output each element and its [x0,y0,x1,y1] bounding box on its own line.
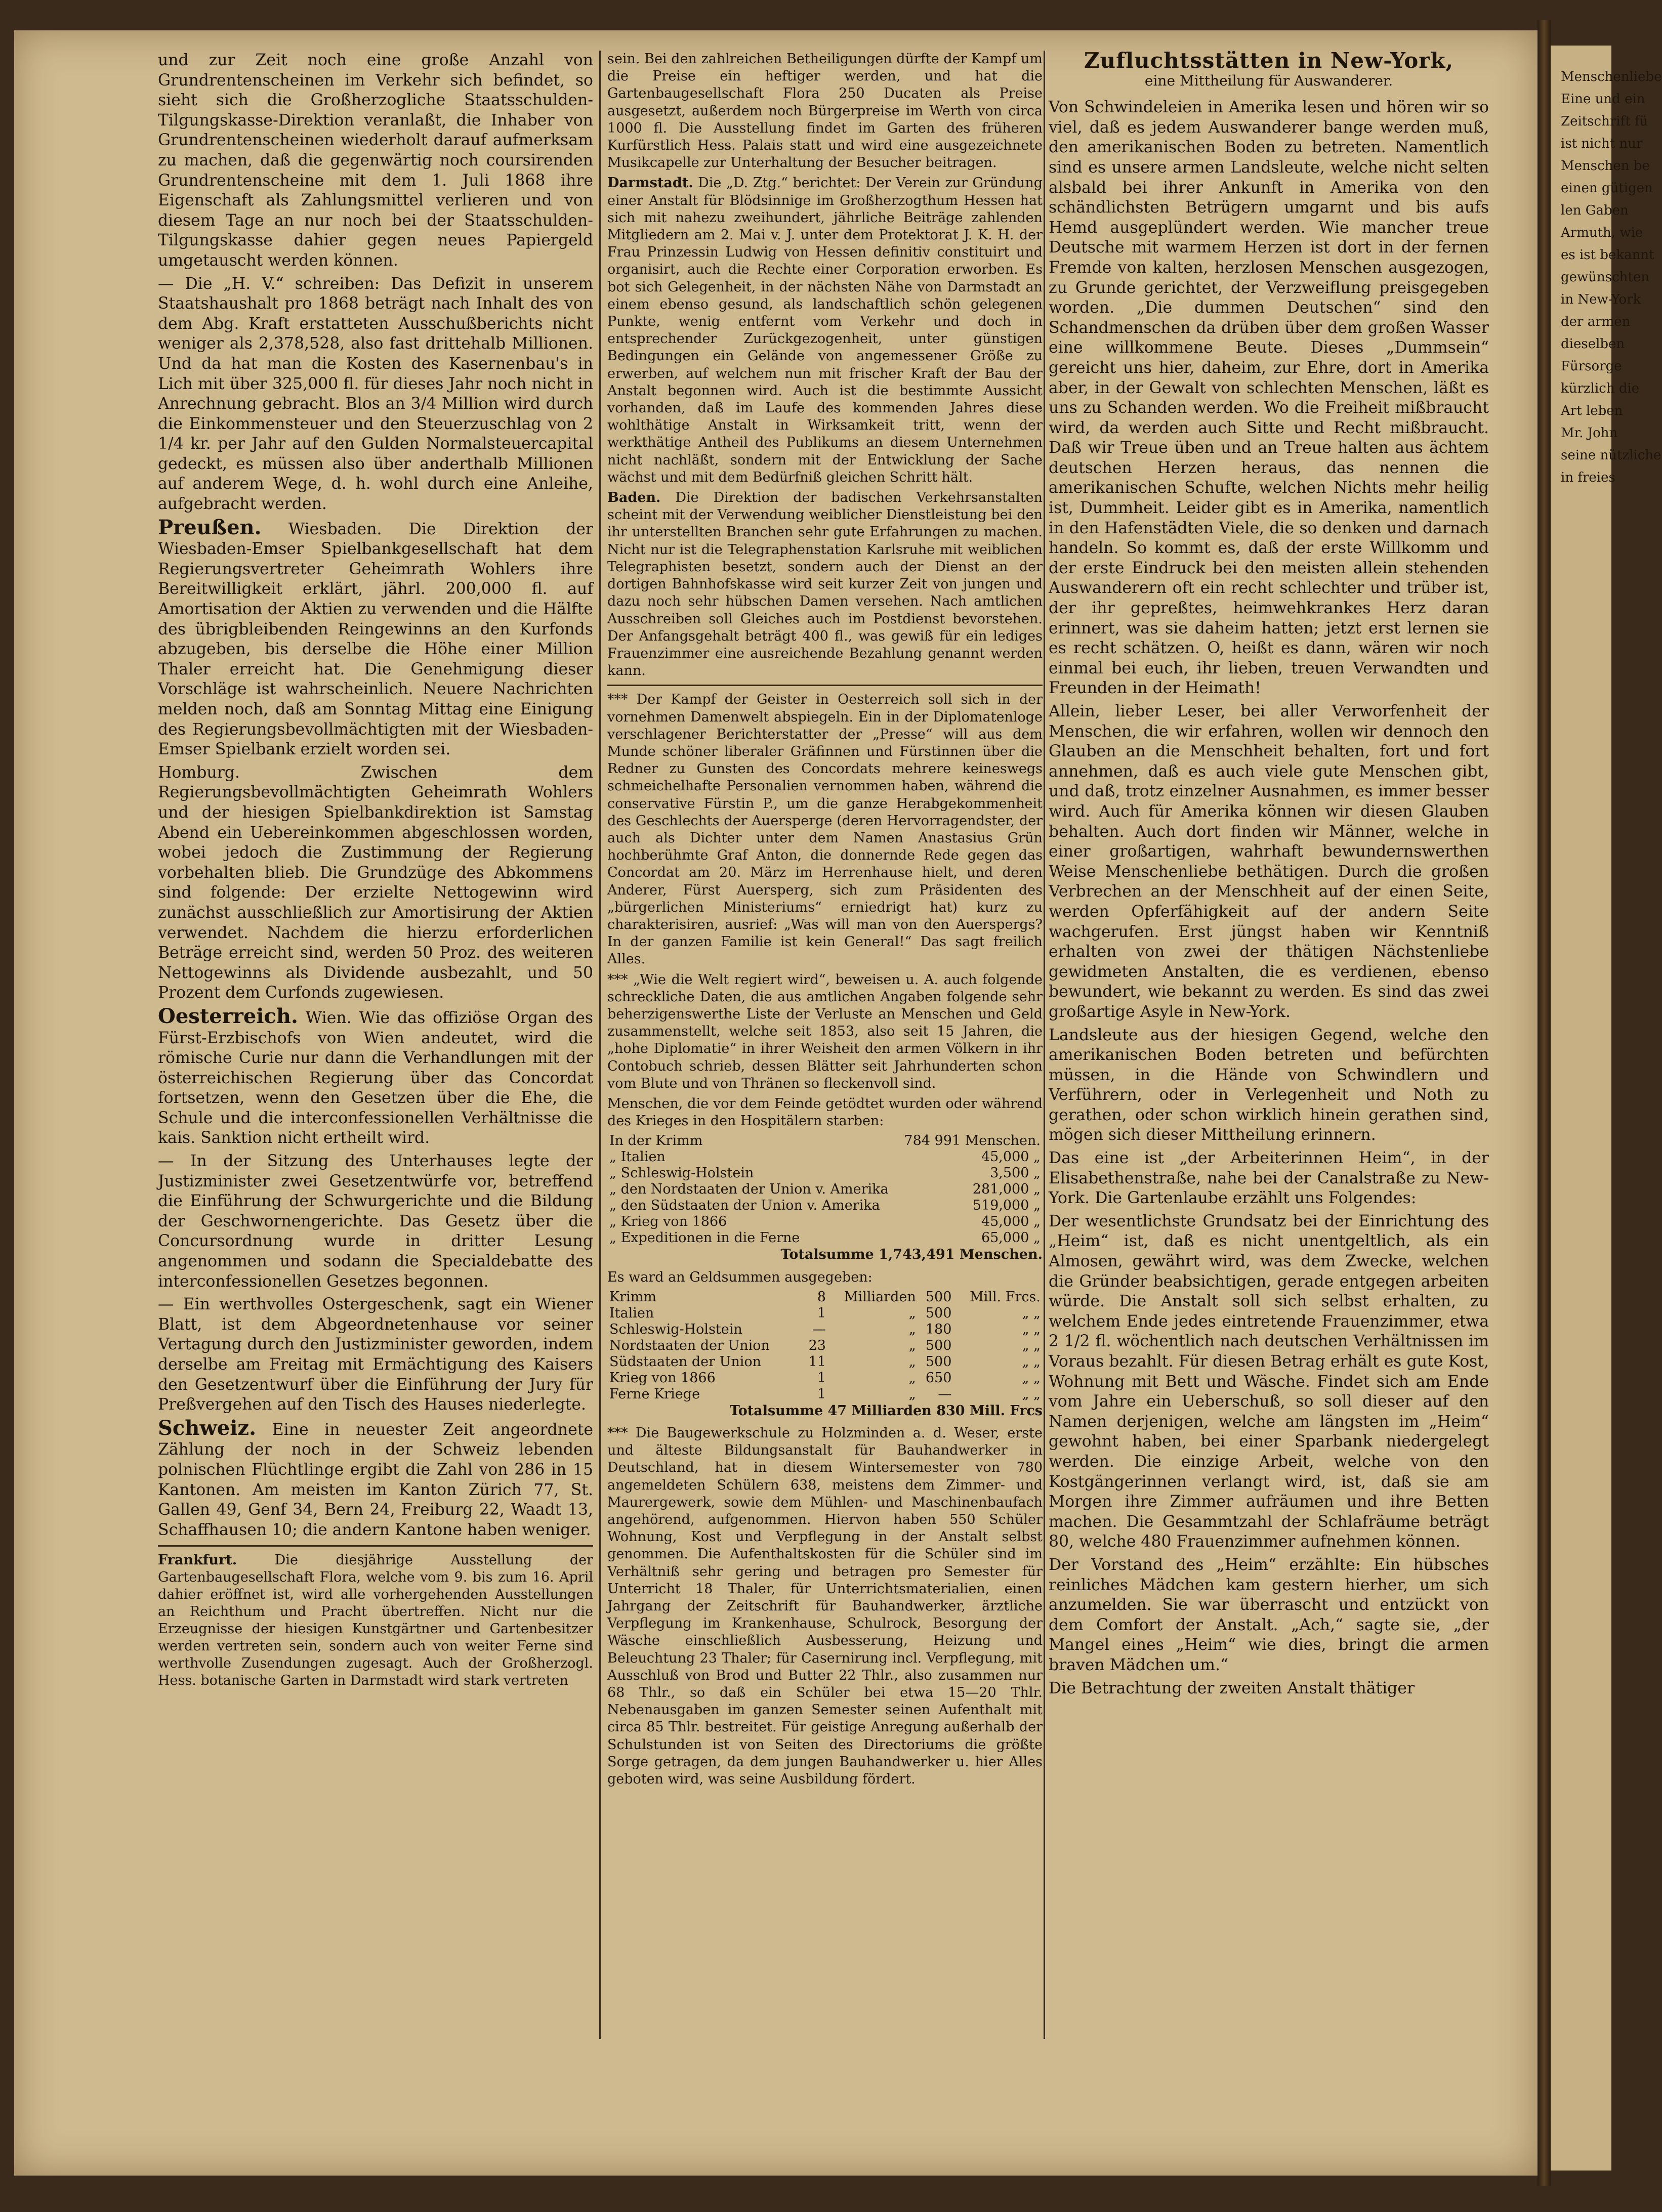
section-head-preussen: Preußen. [158,515,262,539]
row-value: 281,000 „ [972,1181,1041,1198]
table-row [607,1133,1043,1149]
margin-line: Fürsorge [1561,359,1622,374]
row-label: „ den Südstaaten der Union v. Amerika [609,1198,880,1214]
margin-line: kürzlich die [1561,381,1640,396]
table-cell: 23 [808,1337,826,1353]
margin-line: Menschenliebe [1561,69,1662,84]
table-cell: 650 [925,1370,952,1386]
row-label: „ Expeditionen in die Ferne [609,1230,800,1246]
article-welt: *** „Wie die Welt regiert wird“, beweisen u. A. auch folgende schreckliche Daten, die aus amtlichen Angaben folgende sehr beherzigenswerthe Liste der Verluste an Menschen und Geld zusammenstellt, welche seit 1853, also seit 15 Jahren, die „hohe Diplomatie“ in ihrer Weisheit den armen Völkern in ihr Contobuch schrieb, dessen Blätter seit Jahrhunderten schon vom Blute und von Thränen so fleckenvoll sind. [607,971,1043,1091]
article-homburg: Homburg. Zwischen dem Regierungsbevollmächtigten Geheimrath Wohlers und der hiesigen Spielbankdirektion ist Samstag Abend ein Uebereinkommen abgeschlossen worden, wobei jedoch die Zustimmung der Regierung vorbehalten blieb. Die Grundzüge des Abkommens sind folgende: Der erzielte Nettogewinn wird zunächst ausschließlich zur Amortisirung der Aktien verwendet. Nachdem die hierzu erforderlichen Beträge erreicht sind, werden 50 Proz. des weiteren Nettogewinns als Dividende ausbezahlt, und 50 Prozent dem Curfonds zugewiesen. [158,763,593,1002]
table-cell: „ [908,1321,916,1337]
table-row [607,1181,1043,1198]
table-row [607,1165,1043,1181]
margin-line: Armuth, wie [1561,225,1643,240]
article-text: Eine in neuester Zeit angeordnete Zählung der noch in der Schweiz lebenden polnischen Flüchtlinge ergibt die Zahl von 286 in 15 Kantonen. Am meisten im Kanton Zürich 77, St. Gallen 49, Genf 34, Bern 24, Freiburg 22, Waadt 13, Schaffhausen 10; die andern Kantone haben weniger. [158,1420,594,1539]
article-geister: *** Der Kampf der Geister in Oesterreich soll sich in der vornehmen Damenwelt abspiegeln. Ein in der Diplomatenloge verschlagener Berichterstatter der „Presse“ will aus dem Munde schöner liberaler Gräfinnen und Fürstinnen über die Redner zu Gunsten des Concordats mehrere keineswegs schmeichelhafte Personalien vernommen haben, während die conservative Fürstin P., um die ganze Herabgekommenheit des Geschlechts der Auersperge (deren Hervorragendster, der auch als Dichter unter dem Namen Anastasius Grün hochberühmte Graf Anton, die donnernde Rede gegen das Concordat am 20. März im Herrenhause hielt, und deren Anderer, Fürst Auersperg, sich zum Präsidenten des „bürgerlichen Ministeriums“ erniedrigt hat) kurz zu charakterisiren, ausrief: „Was will man von den Auerspergs? In der ganzen Familie ist kein General!“ Das sagt freilich Alles. [607,692,1043,967]
row-value: 45,000 „ [981,1149,1041,1165]
article-text: Die Direktion der badischen Verkehrsanstalten scheint mit der Verwendung weiblicher Dienstleistung bei den ihr unterstellten Branchen sehr gute Erfahrungen zu machen. Nicht nur ist die Telegraphenstation Karlsruhe mit weiblichen Telegraphisten besetzt, sondern auch der Dienst an der dortigen Bahnhofskasse wird seit kurzer Zeit von jungen und dazu noch sehr hübschen Damen versehen. Nach amtlichen Ausschreiben soll Gleiches auch im Postdienst bevorstehen. Der Anfangsgehalt beträgt 400 fl., was gewiß für ein lediges Frauenzimmer eine ausreichende Bezahlung genannt werden kann. [607,490,1043,679]
article-paragraph: Allein, lieber Leser, bei aller Verworfenheit der Menschen, die wir erfahren, wollen wir dennoch den Glauben an die Menschheit behalten, fort und fort annehmen, daß es auch viele gute Menschen gibt, und daß, trotz einzelner Ausnahmen, es immer besser wird. Auch für Amerika können wir diesen Glauben behalten. Auch dort finden wir Männer, welche in einer großartigen, wahrhaft bewundernswerthen Weise Menschenliebe bethätigen. Durch die großen Verbrechen an der Menschheit auf der einen Seite, werden Opferfähigkeit auf der andern Seite wachgerufen. Erst jüngst haben wir Kenntniß erhalten von zwei der thätigen Nächstenliebe gewidmeten Anstalten, die es verdienen, ebenso bewundert, wie bekannt zu werden. Es sind das zwei großartige Asyle in New-York. [1049,702,1489,1021]
table-cell: „ [908,1353,916,1370]
article-defizit: — Die „H. V.“ schreiben: Das Defizit in unserem Staatshaushalt pro 1868 beträgt nach Inhalt des von dem Abg. Kraft erstatteten Ausschußberichts nicht weniger als 2,378,528, also fast drittehalb Millionen. Und da hat man die Kosten des Kasernenbau's in Lich mit über 325,000 fl. für dieses Jahr noch nicht in Anrechnung gebracht. Blos an 3/4 Million wird durch die Einkommensteuer und den Steuerzuschlag von 2 1/4 kr. per Jahr auf den Gulden Normalsteuercapital gedeckt, es müssen also über anderthalb Millionen auf anderem Wege, d. h. wohl durch eine Anleihe, aufgebracht werden. [158,274,593,514]
margin-line: seine nützliche [1561,448,1661,463]
table-row [607,1198,1043,1214]
table-cell: Italien [609,1305,654,1321]
table-cell: „ „ [1022,1337,1041,1353]
row-value: 3,500 „ [990,1165,1041,1181]
column-rule [1044,51,1045,2039]
row-value: 519,000 „ [972,1198,1041,1214]
table-cell: — [938,1386,952,1402]
margin-line: Mr. John [1561,426,1618,441]
table-cell: 180 [925,1321,952,1337]
table-cell: Südstaaten der Union [609,1353,762,1370]
margin-line: gewünschten [1561,270,1650,285]
adjacent-page-edge [1551,46,1662,2171]
table-row [607,1322,1043,1338]
adjacent-page-text [1551,46,1662,489]
article-baugewerkschule: *** Die Baugewerkschule zu Holzminden a. d. Weser, erste und älteste Bildungsanstalt für Bauhandwerker in Deutschland, hat in diesem Wintersemester von 780 angemeldeten Schülern 638, meistens dem Zimmer- und Maurergewerk, sowie dem Mühlen- und Maschinenbaufach angehörend, aufgenommen. Hiervon haben 550 Schüler Wohnung, Kost und Verpflegung in der Anstalt selbst genommen. Die Aufenthaltskosten für die Schüler sind im Verhältniß sehr gering und betragen pro Semester für Unterricht 18 Thaler, für Unterrichtsmaterialien, einen Jahrgang der Zeitschrift für Bauhandwerker, ärztliche Verpflegung im Krankenhause, Schulrock, Besorgung der Wäsche einschließlich Ausbesserung, Heizung und Beleuchtung 23 Thaler; für Casernirung incl. Verpflegung, mit Ausschluß von Brod und Butter 22 Thlr., also zusammen nur 68 Thlr., so daß ein Schüler bei etwa 15—20 Thlr. Nebenausgaben im ganzen Semester seinen Aufenthalt mit circa 85 Thlr. bestreitet. Für geistige Anregung außerhalb der Schulstunden ist von Seiten des Directoriums die größte Sorge getragen, da dem jungen Bauhandwerker u. hier Alles geboten wird, was seine Ausbildung fördert. [607,1425,1043,1788]
table-row [607,1370,1043,1386]
table-cell: 11 [808,1353,826,1370]
table-row [607,1338,1043,1354]
article-baden [607,489,1043,679]
table-cell: „ [908,1305,916,1321]
section-head-schweiz: Schweiz. [158,1416,257,1440]
margin-line: in New-York [1561,292,1641,307]
table-cell: Krimm [609,1289,656,1305]
section-head-baden: Baden. [607,490,661,506]
article-text: Wiesbaden. Die Direktion der Wiesbaden-Emser Spielbankgesellschaft hat dem Regierungsvertreter Geheimrath Wohlers ihre Bereitwilligkeit erklärt, jährl. 200,000 fl. auf Amortisation der Aktien zu verwenden und die Hälfte des übrigbleibenden Reingewinns an den Kurfonds abzugeben, bis derselbe die Höhe einer Million Thaler erreicht hat. Die Genehmigung dieser Vorschläge ist wahrscheinlich. Neuere Nachrichten melden noch, daß am Sonntag Mittag eine Einigung des Regierungsbevollmächtigten mit der Wiesbaden-Emser Spielbank erzielt worden sei. [158,520,594,759]
table-cell: „ „ [1022,1370,1041,1386]
row-value: 784 991 Menschen. [904,1133,1041,1149]
section-rule [158,1545,593,1547]
article-text: Die „D. Ztg.“ berichtet: Der Verein zur Gründung einer Anstalt für Blödsinnige im Großherzogthum Hessen hat sich mit nahezu zweihundert, jährliche Beiträge zahlenden Mitgliedern am 2. Mai v. J. unter dem Protektorat J. K. H. der Frau Prinzessin Ludwig von Hessen definitiv constituirt und organisirt, auch die Rechte einer Corporation erworben. Es bot sich Gelegenheit, in der nächsten Nähe von Darmstadt an einem ebenso gesund, als landschaftlich schön gelegenen Punkte, wenig entfernt vom Verkehr und doch in entsprechender Zurückgezogenheit, unter günstigen Bedingungen ein Gelände von angemessener Größe zu erwerben, auf welchem nun mit frischer Kraft der Bau der Anstalt begonnen wird. Auch ist die bestimmte Aussicht vorhanden, daß im Laufe des kommenden Jahres diese wohlthätige Anstalt in Wirksamkeit tritt, wenn der werkthätige Antheil des Publikums an diesem Unternehmen nicht nachläßt, sondern mit der Entwicklung der Sache wächst und mit dem Bedürfniß gleichen Schritt hält. [607,175,1043,485]
table-cell: 500 [925,1337,952,1353]
table-cell: „ [908,1386,916,1402]
column-2 [607,51,1043,1791]
casualty-total: Totalsumme 1,743,491 Menschen. [780,1247,1043,1263]
row-label: „ Italien [609,1149,666,1165]
section-head-darmstadt: Darmstadt. [607,175,693,191]
article-paragraph: Landsleute aus der hiesigen Gegend, welche den amerikanischen Boden betreten und befürchten müssen, in die Hände von Schwindlern und Verführern, oder in Verlegenheit und Noth zu gerathen, oder schon wirklich hinein gerathen sind, mögen sich dieser Mittheilung erinnern. [1049,1026,1489,1144]
table-cell: 1 [817,1386,826,1402]
table-cell: Milliarden [844,1289,916,1305]
row-label: „ Krieg von 1866 [609,1214,727,1230]
table-cell: „ „ [1022,1386,1041,1402]
table-row [607,1386,1043,1402]
table-cell: 1 [817,1305,826,1321]
margin-line: der armen [1561,314,1631,329]
column-rule [599,51,601,2039]
table-cell: „ „ [1022,1353,1041,1370]
table-cell: 500 [925,1353,952,1370]
margin-line: in freies [1561,470,1615,485]
article-text: Wien. Wie das offiziöse Organ des Fürst-Erzbischofs von Wien andeutet, wird die römische Curie nur dann die Verhandlungen mit der österreichischen Regierung über das Concordat fortsetzen, wenn den Gesetzen über die Ehe, die Schule und die interconfessionellen Verhältnisse die kais. Sanktion nicht ertheilt wird. [158,1008,594,1147]
row-value: 45,000 „ [981,1214,1041,1230]
table-cell: „ „ [1022,1305,1041,1321]
margin-line: len Gaben [1561,203,1629,218]
table-cell: Nordstaaten der Union [609,1337,770,1353]
column-1 [158,51,593,1692]
article-oesterreich [158,1006,593,1148]
section-rule [607,685,1043,686]
row-label: „ Schleswig-Holstein [609,1165,754,1181]
margin-line: ist nicht nur [1561,136,1643,151]
margin-line: dieselben [1561,336,1625,352]
table-cell: Krieg von 1866 [609,1370,716,1386]
casualty-table [607,1133,1043,1246]
article-darmstadt [607,175,1043,486]
table-cell: 1 [817,1370,826,1386]
section-head-oesterreich: Oesterreich. [158,1004,298,1028]
article-paragraph: Der Vorstand des „Heim“ erzählte: Ein hübsches reinliches Mädchen kam gestern hierher, um sich anzumelden. Sie war überrascht und entzückt von dem Comfort der Anstalt. „Ach,“ sagte sie, „der Mangel eines „Heim“ wie dies, bringt die armen braven Mädchen um.“ [1049,1555,1489,1674]
section-head-frankfurt: Frankfurt. [158,1552,237,1568]
row-label: In der Krimm [609,1133,703,1149]
article-paragraph: Von Schwindeleien in Amerika lesen und hören wir so viel, daß es jedem Auswanderer bange werden muß, den amerikanischen Boden zu betreten. Namentlich sind es unsere armen Landsleute, welche nicht selten alsbald bei ihrer Ankunft in Amerika von den schändlichsten Betrügern umgarnt und bis aufs Hemd ausgeplündert werden. Wie mancher treue Deutsche mit warmem Herzen ist dort in der fernen Fremde von kalten, herzlosen Menschen ausgezogen, zu Grunde gerichtet, der Verzweiflung preisgegeben worden. „Die dummen Deutschen“ sind den Schandmenschen da drüben über dem großen Wasser eine willkommene Beute. Dieses „Dummsein“ gereicht uns hier, daheim, zur Ehre, dort in Amerika aber, in der Gewalt von schlechten Menschen, läßt es uns zu Schanden werden. Wo die Freiheit mißbraucht wird, da werden auch Sitte und Recht mißbraucht. Daß wir Treue üben und an Treue halten aus ächtem deutschen Herzen heraus, das nennen die amerikanischen Schufte, welchen Nichts mehr heilig ist, Dummheit. Leider gibt es in Amerika, namentlich in den Hafenstädten Viele, die so denken und darnach handeln. So kommt es, daß der erste Willkomm und der erste Eindruck bei den meisten allein stehenden Auswanderern oft ein recht schlechter und trüber ist, der ihr gepreßtes, heimwehkrankes Herz daran erinnert, was sie daheim hatten; jetzt erst lernen sie es recht schätzen. O, heißt es dann, wären wir noch einmal bei euch, ihr lieben, treuen Verwandten und Freunden in der Heimath! [1049,98,1489,698]
table-cell: Mill. Frcs. [970,1289,1041,1305]
money-total: Totalsumme 47 Milliarden 830 Mill. Frcs [729,1402,1043,1419]
table-cell: „ [908,1337,916,1353]
article-preussen [158,515,594,760]
article-title: Zufluchtsstätten in New-York, [1084,48,1454,73]
money-table-head: Es ward an Geldsummen ausgegeben: [607,1269,872,1285]
row-label: „ den Nordstaaten der Union v. Amerika [609,1181,889,1198]
article-flora-cont: sein. Bei den zahlreichen Betheiligungen dürfte der Kampf um die Preise ein heftiger werden, und hat die Gartenbaugesellschaft Flora 250 Ducaten als Preise ausgesetzt, außerdem noch Bürgerpreise im Werth von circa 1000 fl. Die Ausstellung findet im Garten des früheren Kurfürstlich Hess. Palais statt und wird eine ausgezeichnete Musikcapelle zur Unterhaltung der Besucher beitragen. [607,51,1043,171]
article-unterhaus: — In der Sitzung des Unterhauses legte der Justizminister zwei Gesetzentwürfe vor, betreffend die Einführung der Schwurgerichte und die Bildung der Geschwornengerichte. Das Gesetz über die Concursordnung wurde in dritter Lesung angenommen und sodann die Specialdebatte des interconfessionellen Gesetzes begonnen. [158,1152,593,1291]
table-cell: Schleswig-Holstein [609,1321,742,1337]
margin-line: Eine und ein [1561,92,1645,107]
article-frankfurt [158,1552,593,1689]
table-row [607,1230,1043,1246]
table-cell: 8 [817,1289,826,1305]
book-gutter [1538,20,1551,2186]
article-welt-2: Menschen, die vor dem Feinde getödtet wurden oder während des Krieges in den Hospitälern starben: [607,1095,1043,1129]
column-3 [1049,48,1489,1701]
article-subtitle: eine Mittheilung für Auswanderer. [1144,72,1393,89]
row-value: 65,000 „ [981,1230,1041,1246]
table-cell: „ [908,1370,916,1386]
article-paragraph: Der wesentlichste Grundsatz bei der Einrichtung des „Heim“ ist, daß es nicht unentgeltlich, als ein Almosen, gewährt wird, was dem Zwecke, welchen die Gründer beabsichtigen, gerade entgegen arbeiten würde. Die Anstalt soll sich selbst erhalten, zu welchem Ende jedes eintretende Frauenzimmer, etwa 2 1/2 fl. wöchentlich nach deutschen Verhältnissen im Voraus bezahlt. Für diesen Betrag erhält es gute Kost, Wohnung mit Bett und Wäsche. Findet sich am Ende vom Jahre ein Ueberschuß, so soll dieser auf den Namen derjenigen, welche am längsten im „Heim“ gewohnt haben, bei einer Sparbank niedergelegt werden. Die einzige Arbeit, welche von den Kostgängerinnen verlangt wird, ist, daß sie am Morgen ihre Zimmer aufräumen und ihre Betten machen. Die Gesammtzahl der Schlafräume beträgt 80, welche 480 Frauenzimmer aufnehmen können. [1049,1212,1489,1551]
article-ostergeschenk: — Ein werthvolles Ostergeschenk, sagt ein Wiener Blatt, ist dem Abgeordnetenhause vor seiner Vertagung durch den Justizminister geworden, indem derselbe am Freitag mit Ermächtigung des Kaisers den Gesetzentwurf über die Einführung der Jury für Preßvergehen auf den Tisch des Hauses niederlegte. [158,1295,593,1414]
article-paragraph: Die Betrachtung der zweiten Anstalt thätiger [1049,1679,1415,1697]
table-row [607,1305,1043,1322]
table-cell: 500 [925,1305,952,1321]
table-row [607,1149,1043,1165]
article-schweiz [158,1418,593,1541]
article-paragraph: Das eine ist „der Arbeiterinnen Heim“, in der Elisabethenstraße, nahe bei der Canalstraße zu New-York. Die Gartenlaube erzählt uns Folgendes: [1049,1149,1489,1208]
table-row [607,1214,1043,1230]
table-cell: 500 [925,1289,952,1305]
article-grundrenten: und zur Zeit noch eine große Anzahl von Grundrentenscheinen im Verkehr sich befindet, so sieht sich die Großherzogliche Staatsschulden-Tilgungskasse-Direktion veranlaßt, die Inhaber von Grundrentenscheinen wiederholt darauf aufmerksam zu machen, daß die gegenwärtig noch coursirenden Grundrentenscheine mit dem 1. Juli 1868 ihre Eigenschaft als Zahlungsmittel verlieren und von diesem Tage an nur noch bei der Staatsschulden-Tilgungskasse dahier gegen neues Papiergeld umgetauscht werden können. [158,51,593,270]
margin-line: Menschen be [1561,158,1650,174]
margin-line: Art leben [1561,403,1623,418]
margin-line: Zeitschrift fü [1561,114,1648,129]
table-row [607,1289,1043,1305]
table-cell: Ferne Kriege [609,1386,700,1402]
table-row [607,1354,1043,1370]
money-table [607,1289,1043,1402]
article-text: Die diesjährige Ausstellung der Gartenbaugesellschaft Flora, welche vom 9. bis zum 16. April dahier eröffnet ist, wird alle vorhergehenden Ausstellungen an Reichthum und Pracht übertreffen. Nicht nur die Erzeugnisse der hiesigen Kunstgärtner und Gartenbesitzer werden vertreten sein, sondern auch von weiter Ferne sind werthvolle Zusendungen zugesagt. Auch der Großherzogl. Hess. botanische Garten in Darmstadt wird stark vertreten [158,1552,593,1689]
table-cell: „ „ [1022,1321,1041,1337]
margin-line: einen gütigen [1561,181,1653,196]
table-cell: — [812,1321,826,1337]
margin-line: es ist bekannt [1561,247,1654,263]
